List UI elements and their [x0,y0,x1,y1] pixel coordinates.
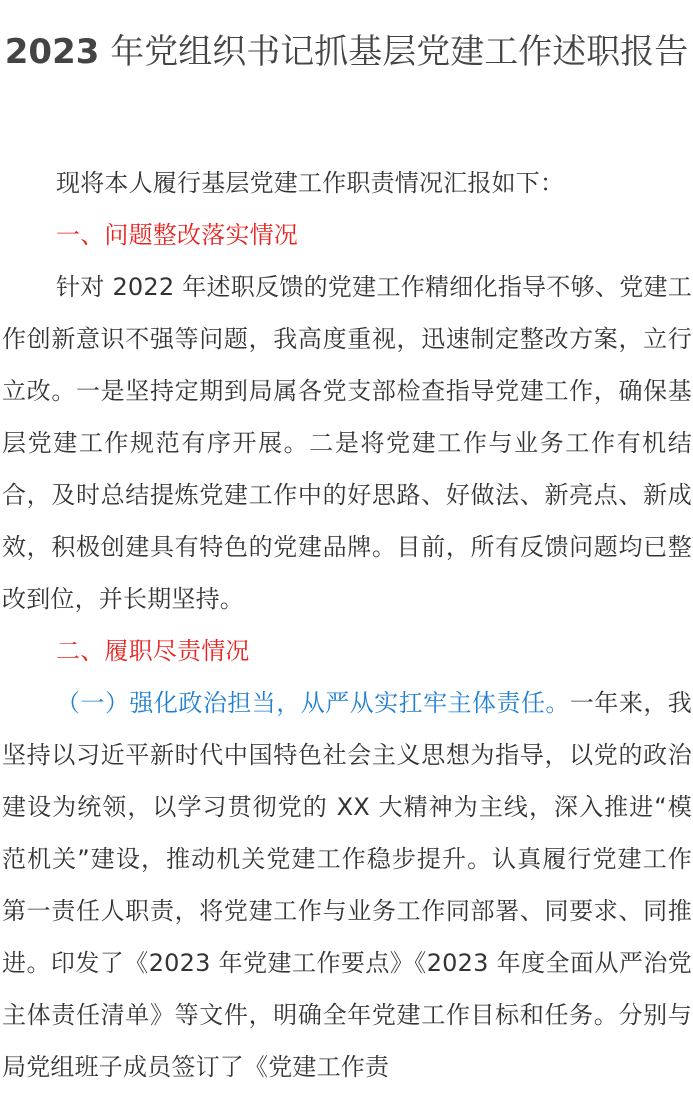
title-text: 年党组织书记抓基层党建工作述职报告 [99,32,689,72]
title-year: 2023 [4,32,100,72]
section-1-paragraph: 针对 2022 年述职反馈的党建工作精细化指导不够、党建工作创新意识不强等问题，我高度重视，迅速制定整改方案，立行立改。一是坚持定期到局属各党支部检查指导党建工作，确保基层党建工作规范有序开展。二是将党建工作与业务工作有机结合，及时总结提炼党建工作中的好思路、好做法、新亮点、新成效，积极创建具有特色的党建品牌。目前，所有反馈问题均已整改到位，并长期坚持。 [2,273,692,613]
document-title [0,26,693,78]
section-heading-2: 二、履职尽责情况 [56,637,250,665]
intro-paragraph: 现将本人履行基层党建工作职责情况汇报如下： [56,169,565,197]
document-body [2,157,692,1093]
subsection-1-text: 一年来，我坚持以习近平新时代中国特色社会主义思想为指导，以党的政治建设为统领，以学习贯彻党的 XX 大精神为主线，深入推进“模范机关”建设，推动机关党建工作稳步提升。认真履行党建工作第一责任人职责，将党建工作与业务工作同部署、同要求、同推进。印发了《2023 年党建工作要点》《2023 年度全面从严治党主体责任清单》等文件，明确全年党建工作目标和任务。分别与局党组班子成员签订了《党建工作责 [2,689,693,1081]
subsection-1-paragraph [2,677,692,1093]
section-heading-1: 一、问题整改落实情况 [56,221,298,249]
subsection-heading-1: （一）强化政治担当，从严从实扛牢主体责任。 [56,689,570,717]
